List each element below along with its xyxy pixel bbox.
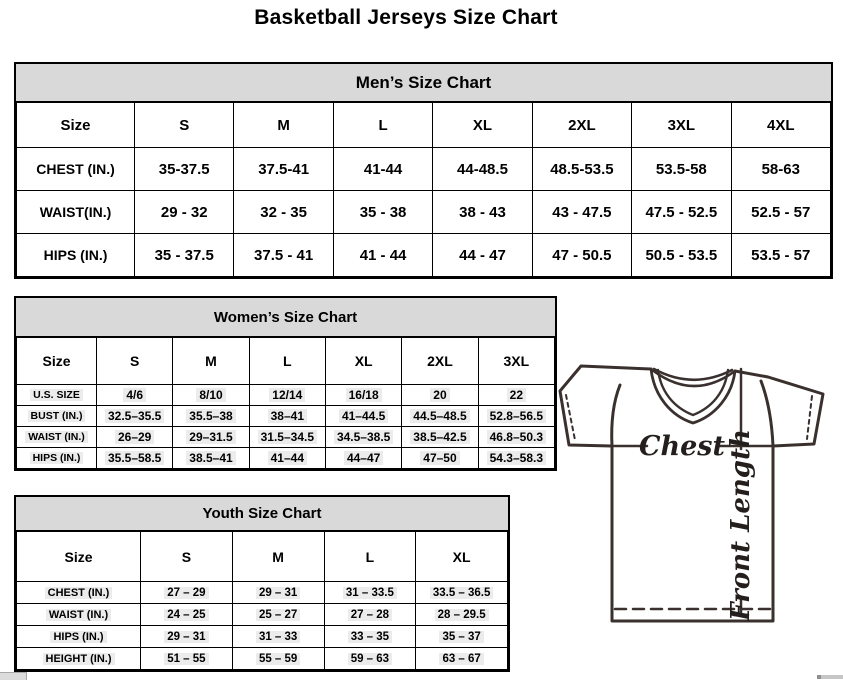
men-value-text: 50.5 - 53.5 bbox=[645, 246, 718, 264]
page-title: Basketball Jerseys Size Chart bbox=[254, 6, 558, 29]
women-value-cell bbox=[173, 385, 249, 406]
men-value-cell bbox=[632, 191, 731, 234]
women-value-text: 38.5–41 bbox=[186, 451, 235, 465]
youth-value-cell bbox=[416, 604, 508, 626]
youth-data-row bbox=[17, 582, 508, 604]
men-value-text: 44-48.5 bbox=[457, 160, 508, 178]
men-value-text: 53.5-58 bbox=[655, 160, 707, 178]
women-value-cell bbox=[97, 448, 173, 469]
men-row-label bbox=[17, 148, 135, 191]
women-data-row bbox=[17, 448, 555, 469]
men-value-text: 38 - 43 bbox=[459, 203, 506, 221]
women-value-text: 16/18 bbox=[346, 388, 382, 402]
women-value-cell bbox=[249, 427, 325, 448]
women-header-row bbox=[17, 338, 555, 385]
youth-header-row bbox=[17, 532, 508, 582]
men-value-text: 47.5 - 52.5 bbox=[645, 203, 718, 221]
men-header-cell: 3XL bbox=[632, 103, 731, 148]
men-value-text: 47 - 50.5 bbox=[552, 246, 612, 264]
women-value-text: 31.5–34.5 bbox=[258, 430, 317, 444]
men-header-row bbox=[17, 103, 831, 148]
men-value-cell bbox=[135, 234, 234, 277]
women-value-text: 41–44 bbox=[268, 451, 307, 465]
men-value-cell bbox=[433, 148, 532, 191]
women-row-label bbox=[17, 385, 97, 406]
women-value-text: 34.5–38.5 bbox=[334, 430, 393, 444]
youth-value-text: 27 – 29 bbox=[164, 587, 208, 599]
men-value-text: 52.5 - 57 bbox=[751, 203, 811, 221]
men-header-cell: S bbox=[135, 103, 234, 148]
men-value-cell bbox=[532, 191, 631, 234]
youth-row-label bbox=[17, 648, 141, 670]
youth-row-label-text: WAIST (IN.) bbox=[46, 609, 111, 621]
youth-value-cell bbox=[324, 582, 416, 604]
mens-chart-title: Men’s Size Chart bbox=[16, 64, 831, 102]
womens-size-table bbox=[16, 337, 555, 469]
youth-value-text: 24 – 25 bbox=[164, 609, 208, 621]
men-data-row bbox=[17, 234, 831, 277]
women-value-text: 44–47 bbox=[344, 451, 383, 465]
men-value-cell bbox=[632, 234, 731, 277]
men-row-label-text: CHEST (IN.) bbox=[36, 161, 115, 177]
youth-value-cell bbox=[324, 604, 416, 626]
youth-value-text: 51 – 55 bbox=[164, 653, 208, 665]
jersey-outline bbox=[560, 366, 823, 621]
youth-value-text: 27 – 28 bbox=[348, 609, 392, 621]
youth-value-cell bbox=[232, 582, 324, 604]
men-value-text: 41-44 bbox=[363, 160, 403, 178]
women-data-row bbox=[17, 406, 555, 427]
youth-value-cell bbox=[232, 648, 324, 670]
youth-header-cell: XL bbox=[416, 532, 508, 582]
youth-value-text: 28 – 29.5 bbox=[435, 609, 489, 621]
men-value-cell bbox=[234, 191, 333, 234]
women-value-text: 47–50 bbox=[420, 451, 459, 465]
women-value-text: 54.3–58.3 bbox=[487, 451, 546, 465]
womens-chart-title: Women’s Size Chart bbox=[16, 298, 555, 337]
women-value-cell bbox=[325, 427, 401, 448]
women-value-cell bbox=[402, 427, 478, 448]
women-header-cell: Size bbox=[17, 338, 97, 385]
jersey-left-armhole-seam bbox=[612, 385, 620, 446]
youth-value-text: 33 – 35 bbox=[348, 631, 392, 643]
men-value-text: 48.5-53.5 bbox=[550, 160, 614, 178]
youth-value-cell bbox=[324, 626, 416, 648]
women-data-row bbox=[17, 427, 555, 448]
youth-header-cell: Size bbox=[17, 532, 141, 582]
women-value-cell bbox=[325, 448, 401, 469]
men-value-cell bbox=[433, 234, 532, 277]
men-row-label bbox=[17, 234, 135, 277]
youth-header-cell: M bbox=[232, 532, 324, 582]
women-data-row bbox=[17, 385, 555, 406]
women-value-cell bbox=[97, 385, 173, 406]
women-header-cell: XL bbox=[325, 338, 401, 385]
women-value-cell bbox=[173, 448, 249, 469]
women-value-text: 38–41 bbox=[268, 409, 307, 423]
men-value-text: 29 - 32 bbox=[160, 203, 208, 221]
youth-value-cell bbox=[141, 582, 233, 604]
women-row-label-text: U.S. SIZE bbox=[30, 389, 83, 401]
youth-value-text: 31 – 33.5 bbox=[343, 587, 397, 599]
men-value-text: 37.5 - 41 bbox=[254, 246, 314, 264]
men-header-cell: XL bbox=[433, 103, 532, 148]
women-value-text: 32.5–35.5 bbox=[105, 409, 164, 423]
women-value-cell bbox=[173, 427, 249, 448]
women-value-text: 52.8–56.5 bbox=[487, 409, 546, 423]
women-value-cell bbox=[249, 448, 325, 469]
women-value-cell bbox=[478, 427, 554, 448]
youth-row-label-text: HIPS (IN.) bbox=[50, 631, 106, 643]
women-row-label-text: WAIST (IN.) bbox=[25, 431, 88, 443]
men-value-cell bbox=[135, 191, 234, 234]
men-value-text: 35 - 38 bbox=[359, 203, 407, 221]
youth-value-cell bbox=[141, 626, 233, 648]
men-value-text: 58-63 bbox=[761, 160, 800, 178]
women-value-cell bbox=[97, 406, 173, 427]
men-value-cell bbox=[333, 234, 432, 277]
men-value-cell bbox=[333, 191, 432, 234]
women-row-label-text: BUST (IN.) bbox=[28, 410, 86, 422]
youth-value-text: 55 – 59 bbox=[256, 653, 300, 665]
youth-value-cell bbox=[416, 582, 508, 604]
mens-size-chart bbox=[14, 62, 833, 279]
youth-data-row bbox=[17, 626, 508, 648]
women-value-text: 41–44.5 bbox=[339, 409, 388, 423]
men-value-text: 43 - 47.5 bbox=[552, 203, 612, 221]
women-value-text: 22 bbox=[507, 388, 526, 402]
men-value-text: 37.5-41 bbox=[258, 160, 310, 178]
men-value-cell bbox=[532, 234, 631, 277]
youth-header-cell: L bbox=[324, 532, 416, 582]
youth-value-text: 33.5 – 36.5 bbox=[430, 587, 494, 599]
men-header-cell: M bbox=[234, 103, 333, 148]
youth-value-cell bbox=[141, 648, 233, 670]
youth-value-text: 29 – 31 bbox=[256, 587, 300, 599]
youth-value-text: 29 – 31 bbox=[164, 631, 208, 643]
men-value-cell bbox=[135, 148, 234, 191]
women-header-cell: S bbox=[97, 338, 173, 385]
women-value-cell bbox=[249, 385, 325, 406]
men-value-text: 41 - 44 bbox=[359, 246, 407, 264]
men-value-cell bbox=[234, 148, 333, 191]
men-value-cell bbox=[433, 191, 532, 234]
youth-value-cell bbox=[416, 626, 508, 648]
women-value-text: 35.5–38 bbox=[186, 409, 235, 423]
men-value-text: 32 - 35 bbox=[260, 203, 307, 221]
women-header-cell: M bbox=[173, 338, 249, 385]
women-value-cell bbox=[97, 427, 173, 448]
men-value-cell bbox=[333, 148, 432, 191]
women-header-cell: 2XL bbox=[402, 338, 478, 385]
men-row-label bbox=[17, 191, 135, 234]
men-header-cell: L bbox=[333, 103, 432, 148]
men-data-row bbox=[17, 148, 831, 191]
mens-size-table bbox=[16, 102, 831, 277]
men-value-text: 53.5 - 57 bbox=[751, 246, 811, 264]
youth-row-label-text: CHEST (IN.) bbox=[45, 587, 113, 599]
youth-value-text: 25 – 27 bbox=[256, 609, 300, 621]
youth-data-row bbox=[17, 648, 508, 670]
youth-value-text: 31 – 33 bbox=[256, 631, 300, 643]
youth-size-chart bbox=[14, 495, 510, 672]
womens-size-chart bbox=[14, 296, 557, 471]
men-value-text: 35 - 37.5 bbox=[154, 246, 214, 264]
women-value-cell bbox=[478, 385, 554, 406]
men-header-cell: Size bbox=[17, 103, 135, 148]
women-value-cell bbox=[402, 406, 478, 427]
women-value-text: 4/6 bbox=[123, 388, 146, 402]
jersey-measurement-diagram bbox=[556, 360, 837, 638]
women-value-text: 44.5–48.5 bbox=[410, 409, 469, 423]
women-value-text: 29–31.5 bbox=[186, 430, 235, 444]
youth-data-row bbox=[17, 604, 508, 626]
women-value-cell bbox=[325, 385, 401, 406]
men-header-cell: 2XL bbox=[532, 103, 631, 148]
women-value-text: 8/10 bbox=[196, 388, 225, 402]
front-length-label: Front Length bbox=[726, 429, 756, 621]
jersey-right-armhole-seam bbox=[761, 381, 773, 446]
women-value-cell bbox=[478, 406, 554, 427]
women-header-cell: L bbox=[249, 338, 325, 385]
women-value-text: 46.8–50.3 bbox=[487, 430, 546, 444]
men-value-cell bbox=[731, 148, 830, 191]
youth-row-label bbox=[17, 626, 141, 648]
men-value-text: 44 - 47 bbox=[459, 246, 506, 264]
youth-header-cell: S bbox=[141, 532, 233, 582]
youth-size-table bbox=[16, 531, 508, 670]
women-value-cell bbox=[402, 448, 478, 469]
women-value-text: 20 bbox=[430, 388, 449, 402]
women-row-label bbox=[17, 427, 97, 448]
men-value-cell bbox=[532, 148, 631, 191]
youth-value-cell bbox=[232, 604, 324, 626]
men-row-label-text: HIPS (IN.) bbox=[43, 247, 108, 263]
youth-value-text: 35 – 37 bbox=[439, 631, 483, 643]
youth-row-label-text: HEIGHT (IN.) bbox=[43, 653, 115, 665]
women-row-label bbox=[17, 448, 97, 469]
scrollbar-thumb-end[interactable] bbox=[817, 675, 821, 679]
youth-value-cell bbox=[324, 648, 416, 670]
youth-chart-title: Youth Size Chart bbox=[16, 497, 508, 531]
men-value-cell bbox=[731, 234, 830, 277]
chest-label: Chest bbox=[639, 431, 725, 462]
men-data-row bbox=[17, 191, 831, 234]
jersey-right-cuff-stitch bbox=[807, 396, 812, 439]
women-value-cell bbox=[402, 385, 478, 406]
jersey-back-collar-outer bbox=[651, 369, 735, 386]
women-value-cell bbox=[325, 406, 401, 427]
youth-value-cell bbox=[416, 648, 508, 670]
horizontal-scrollbar-fragment-right[interactable] bbox=[817, 675, 843, 679]
youth-value-cell bbox=[232, 626, 324, 648]
women-row-label bbox=[17, 406, 97, 427]
men-value-cell bbox=[632, 148, 731, 191]
men-header-cell: 4XL bbox=[731, 103, 830, 148]
women-header-cell: 3XL bbox=[478, 338, 554, 385]
youth-value-text: 63 – 67 bbox=[439, 653, 483, 665]
women-value-text: 35.5–58.5 bbox=[105, 451, 164, 465]
women-value-text: 26–29 bbox=[115, 430, 154, 444]
women-value-cell bbox=[478, 448, 554, 469]
women-value-cell bbox=[173, 406, 249, 427]
youth-value-cell bbox=[141, 604, 233, 626]
women-value-cell bbox=[249, 406, 325, 427]
youth-row-label bbox=[17, 604, 141, 626]
men-row-label-text: WAIST(IN.) bbox=[39, 204, 112, 220]
youth-row-label bbox=[17, 582, 141, 604]
youth-value-text: 59 – 63 bbox=[348, 653, 392, 665]
women-value-text: 12/14 bbox=[269, 388, 305, 402]
men-value-text: 35-37.5 bbox=[158, 160, 210, 178]
women-row-label-text: HIPS (IN.) bbox=[30, 452, 84, 464]
men-value-cell bbox=[234, 234, 333, 277]
men-value-cell bbox=[731, 191, 830, 234]
women-value-text: 38.5–42.5 bbox=[410, 430, 469, 444]
